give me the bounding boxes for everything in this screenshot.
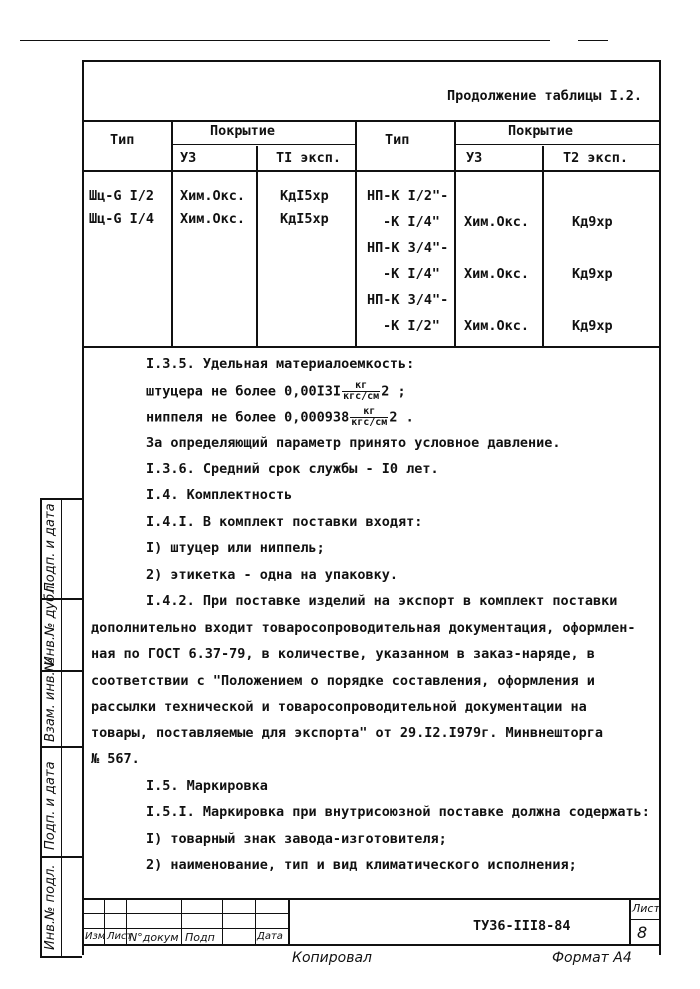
- stamp-col-doc-no: N°докум: [129, 931, 179, 944]
- footer-format: Формат А4: [552, 950, 632, 966]
- section-heading: I.4. Комплектность: [146, 487, 293, 503]
- table-cell: Шц-G I/2: [89, 188, 155, 204]
- text-line: дополнительно входит товаросопроводительная документация, оформлен-: [91, 620, 636, 636]
- text-line: соответствии с "Положением о порядке составления, оформления и: [91, 673, 595, 689]
- stamp-col-signature: Подп: [185, 931, 215, 944]
- table-cell: Хим.Окс.: [464, 318, 530, 334]
- side-label-sign-date-1: Подп. и дата: [43, 503, 58, 592]
- stamp-col-change: Изм: [85, 931, 106, 942]
- side-label-replace-inv: Взам. инв.№: [43, 657, 58, 742]
- table-cell: Хим.Окс.: [464, 214, 530, 230]
- table-cell: -К I/2": [383, 318, 440, 334]
- frame-left: [82, 60, 84, 955]
- side-label-inv-orig: Инв.№ подл.: [43, 864, 58, 950]
- text-line: 2) наименование, тип и вид климатического исполнения;: [146, 857, 577, 873]
- text-line: ниппеля не более 0,000938: [146, 409, 350, 426]
- fraction-numerator: кг: [350, 407, 388, 418]
- header-u3-left: У3: [180, 150, 197, 166]
- unit-fraction: [350, 407, 388, 428]
- header-t1: TI эксп.: [276, 150, 342, 166]
- table-cell: НП-К 3/4"-: [367, 292, 449, 308]
- header-coating-left: Покрытие: [210, 123, 276, 139]
- table-cell: Хим.Окс.: [464, 266, 530, 282]
- table-cell: Хим.Окс.: [180, 211, 246, 227]
- table-cell: НП-К 3/4"-: [367, 240, 449, 256]
- fraction-denominator: кгс/см: [343, 391, 380, 402]
- text-line: I.4.I. В комплект поставки входят:: [146, 514, 423, 530]
- unit-fraction: [342, 381, 380, 402]
- document-code: ТУ36-III8-84: [473, 918, 571, 934]
- table-cell: Кд9хр: [572, 214, 613, 230]
- text-line: I.5.I. Маркировка при внутрисоюзной поставке должна содержать:: [146, 804, 650, 820]
- text-line: № 567.: [91, 751, 140, 767]
- table-cell: Хим.Окс.: [180, 188, 246, 204]
- text-line: ная по ГОСТ 6.37-79, в количестве, указанном в заказ-наряде, в: [91, 646, 595, 662]
- text-line: товары, поставляемые для экспорта" от 29.I2.I979г. Минвнешторга: [91, 725, 604, 741]
- text-line: I) товарный знак завода-изготовителя;: [146, 831, 447, 847]
- table-cell: -К I/4": [383, 266, 440, 282]
- text-line: 2) этикетка - одна на упаковку.: [146, 567, 398, 583]
- stamp-col-date: Дата: [257, 931, 283, 942]
- header-u3-right: У3: [466, 150, 483, 166]
- text-line: I.3.5. Удельная материалоемкость:: [146, 356, 415, 372]
- stamp-col-sheet: Лист: [107, 931, 133, 942]
- table-cell: Шц-G I/4: [89, 211, 155, 227]
- frame-right: [659, 60, 661, 955]
- frame-top: [82, 60, 661, 62]
- text-line: I.4.2. При поставке изделий на экспорт в комплект поставки: [146, 593, 618, 609]
- frame-bottom: [82, 944, 661, 946]
- header-t2: Т2 эксп.: [563, 150, 629, 166]
- table-cell: -К I/4": [383, 214, 440, 230]
- text-line: За определяющий параметр принято условное давление.: [146, 435, 561, 451]
- table-cell: КдI5хр: [280, 211, 329, 227]
- formula-line-nipple: [146, 407, 414, 428]
- text-line: I) штуцер или ниппель;: [146, 540, 325, 556]
- table-cell: КдI5хр: [280, 188, 329, 204]
- header-type-right: Тип: [385, 132, 410, 148]
- section-heading: I.5. Маркировка: [146, 778, 268, 794]
- footer-copied: Копировал: [292, 950, 372, 966]
- text-line: штуцера не более 0,00I3I: [146, 383, 342, 400]
- formula-line-fitting: [146, 381, 406, 402]
- text-line: 2 .: [389, 409, 414, 426]
- table-cell: Кд9хр: [572, 318, 613, 334]
- text-line: 2 ;: [381, 383, 406, 400]
- side-label-sign-date-2: Подп. и дата: [43, 761, 58, 850]
- fraction-denominator: кгс/см: [351, 417, 388, 428]
- side-label-inv-dup: Инв.№ дубл.: [43, 581, 58, 666]
- fraction-numerator: кг: [342, 381, 380, 392]
- text-line: рассылки технической и товаросопроводительной документации на: [91, 699, 587, 715]
- header-type-left: Тип: [110, 132, 135, 148]
- text-line: I.3.6. Средний срок службы - I0 лет.: [146, 461, 439, 477]
- table-cell: НП-К I/2"-: [367, 188, 449, 204]
- table-cell: Кд9хр: [572, 266, 613, 282]
- sheet-label: Лист: [632, 902, 660, 915]
- table-continuation-title: Продолжение таблицы I.2.: [447, 88, 643, 104]
- sheet-number: 8: [637, 923, 648, 942]
- header-coating-right: Покрытие: [508, 123, 574, 139]
